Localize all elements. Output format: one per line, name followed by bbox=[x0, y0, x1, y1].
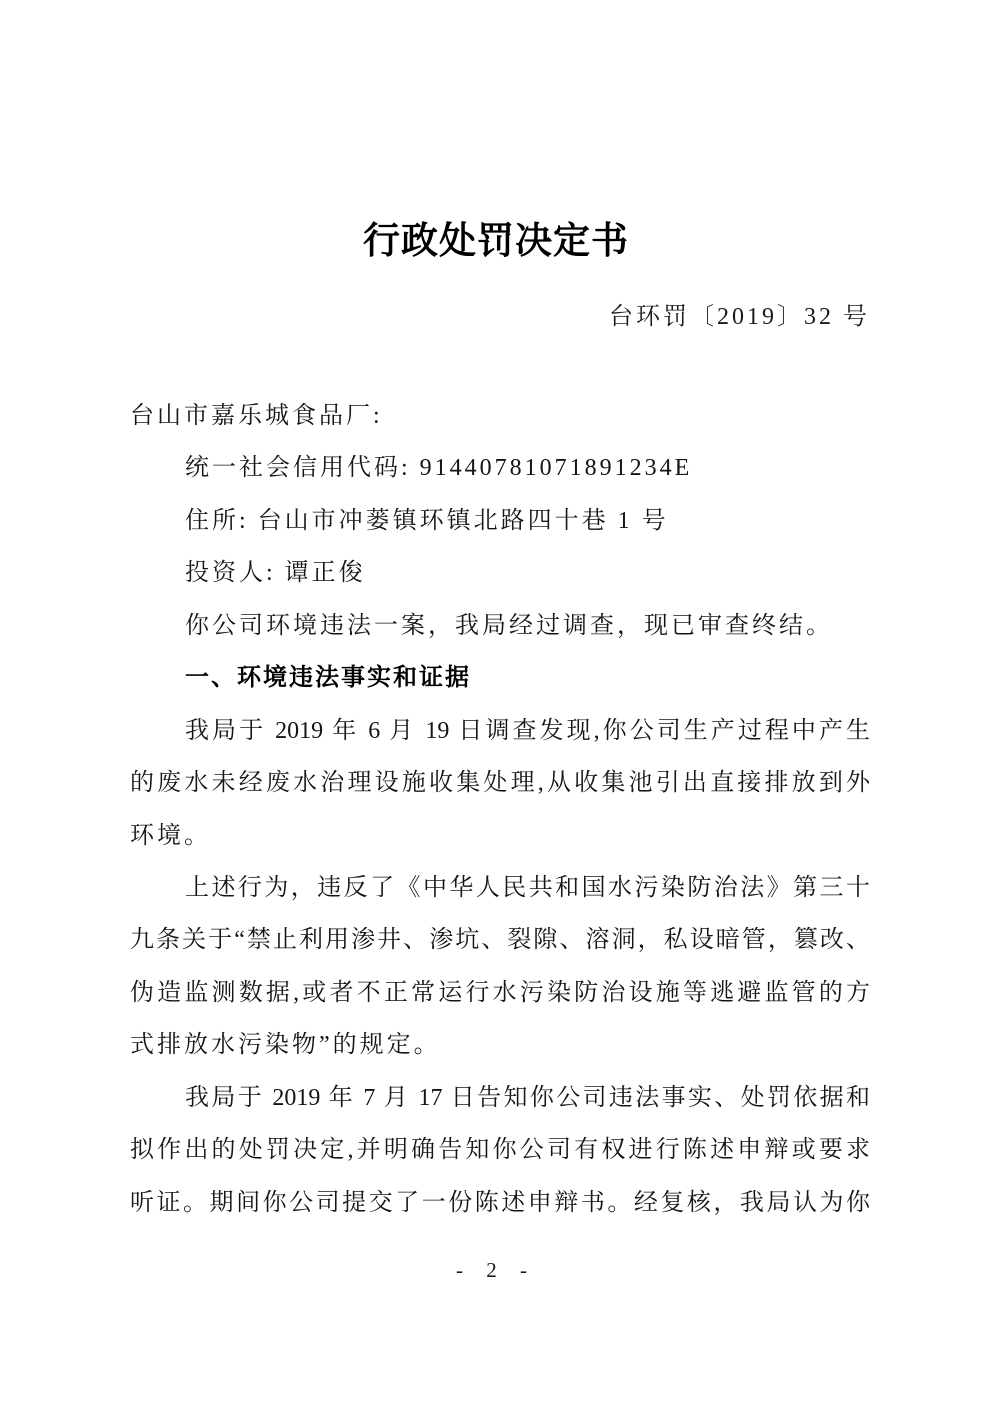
paragraph-line: 式排放水污染物”的规定。 bbox=[130, 1032, 441, 1059]
credit-code-line: 统一社会信用代码: 91440781071891234E bbox=[185, 455, 693, 482]
document-number: 台环罚〔2019〕32 号 bbox=[609, 304, 870, 330]
paragraph-line: 拟作出的处罚决定,并明确告知你公司有权进行陈述申辩或要求 bbox=[130, 1137, 870, 1164]
investor-line: 投资人: 谭正俊 bbox=[185, 560, 366, 587]
paragraph-line: 的废水未经废水治理设施收集处理,从收集池引出直接排放到外 bbox=[130, 770, 870, 797]
case-intro-line: 你公司环境违法一案，我局经过调查，现已审查终结。 bbox=[185, 612, 833, 639]
address-line: 住所: 台山市冲蒌镇环镇北路四十巷 1 号 bbox=[185, 507, 669, 534]
section-heading: 一、环境违法事实和证据 bbox=[185, 664, 471, 692]
paragraph-line: 我局于 2019 年 6 月 19 日调查发现,你公司生产过程中产生 bbox=[185, 717, 870, 744]
document-title: 行政处罚决定书 bbox=[363, 221, 629, 262]
document-body bbox=[130, 401, 870, 1240]
recipient-line: 台山市嘉乐城食品厂: bbox=[130, 403, 383, 429]
paragraph-line: 听证。期间你公司提交了一份陈述申辩书。经复核，我局认为你 bbox=[130, 1189, 870, 1216]
page-number: - 2 - bbox=[456, 1258, 536, 1282]
paragraph-line: 上述行为，违反了《中华人民共和国水污染防治法》第三十 bbox=[185, 874, 870, 901]
paragraph-line: 我局于 2019 年 7 月 17 日告知你公司违法事实、处罚依据和 bbox=[185, 1084, 870, 1111]
paragraph-line: 环境。 bbox=[130, 822, 211, 849]
paragraph-line: 伪造监测数据,或者不正常运行水污染防治设施等逃避监管的方 bbox=[130, 979, 870, 1006]
paragraph-line: 九条关于“禁止利用渗井、渗坑、裂隙、溶洞，私设暗管，篡改、 bbox=[130, 927, 870, 954]
